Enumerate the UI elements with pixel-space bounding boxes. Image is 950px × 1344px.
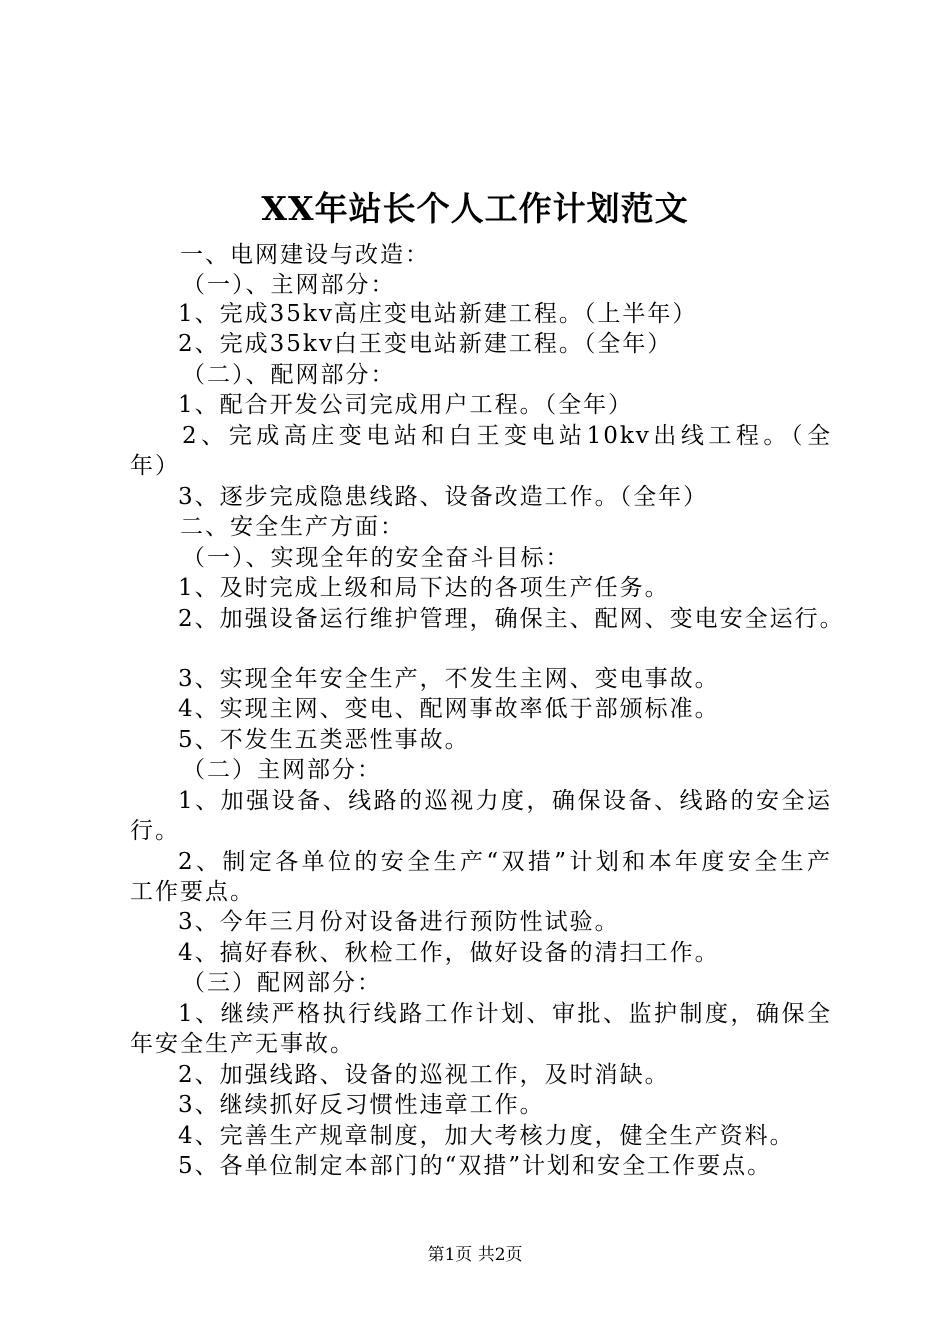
list-item: 2、加强线路、设备的巡视工作，及时消缺。: [178, 1062, 670, 1088]
list-item: 4、实现主网、变电、配网事故率低于部颁标准。: [178, 696, 720, 722]
list-item: 2、制定各单位的安全生产“双措”计划和本年度安全生产: [178, 849, 832, 875]
document-title: XX年站长个人工作计划范文: [261, 189, 689, 228]
list-item: 5、各单位制定本部门的“双措”计划和安全工作要点。: [178, 1153, 773, 1179]
page-footer: 第1页 共2页: [427, 1245, 523, 1265]
list-item-continuation: 行。: [130, 818, 180, 844]
list-item: 2、完成35kv白王变电站新建工程。（全年）: [178, 331, 673, 357]
list-item: 1、完成35kv高庄变电站新建工程。（上半年）: [178, 301, 698, 327]
list-item: 1、及时完成上级和局下达的各项生产任务。: [178, 575, 670, 601]
list-item-continuation: 年）: [130, 453, 180, 479]
list-item: 2、完成高庄变电站和白王变电站10kv出线工程。（全: [182, 423, 832, 449]
list-item: 3、今年三月份对设备进行预防性试验。: [178, 909, 620, 935]
subheading-distribution-grid: （二）、配网部分：: [182, 362, 396, 388]
list-item: 3、继续抓好反习惯性违章工作。: [178, 1092, 545, 1118]
heading-safety-production: 二、安全生产方面：: [180, 514, 405, 540]
subheading-main-grid-2: （二）主网部分：: [182, 757, 382, 783]
subheading-main-grid: （一）、主网部分：: [182, 272, 396, 298]
list-item-continuation: 年安全生产无事故。: [130, 1031, 355, 1057]
list-item: 4、搞好春秋、秋检工作，做好设备的清扫工作。: [178, 940, 720, 966]
subheading-safety-goals: （一）、实现全年的安全奋斗目标：: [182, 545, 571, 571]
list-item: 1、加强设备、线路的巡视力度，确保设备、线路的安全运: [178, 788, 832, 814]
list-item: 3、实现全年安全生产，不发生主网、变电事故。: [178, 666, 720, 692]
list-item: 2、加强设备运行维护管理，确保主、配网、变电安全运行。: [178, 606, 845, 632]
list-item: 5、不发生五类恶性事故。: [178, 727, 470, 753]
list-item: 3、逐步完成隐患线路、设备改造工作。（全年）: [178, 484, 709, 510]
list-item: 4、完善生产规章制度，加大考核力度，健全生产资料。: [178, 1123, 795, 1149]
heading-grid-construction: 一、电网建设与改造：: [180, 242, 430, 268]
list-item: 1、继续严格执行线路工作计划、审批、监护制度，确保全: [178, 1001, 832, 1027]
list-item: 1、配合开发公司完成用户工程。（全年）: [178, 392, 634, 418]
subheading-distribution-grid-2: （三）配网部分：: [182, 970, 382, 996]
list-item-continuation: 工作要点。: [130, 879, 255, 905]
